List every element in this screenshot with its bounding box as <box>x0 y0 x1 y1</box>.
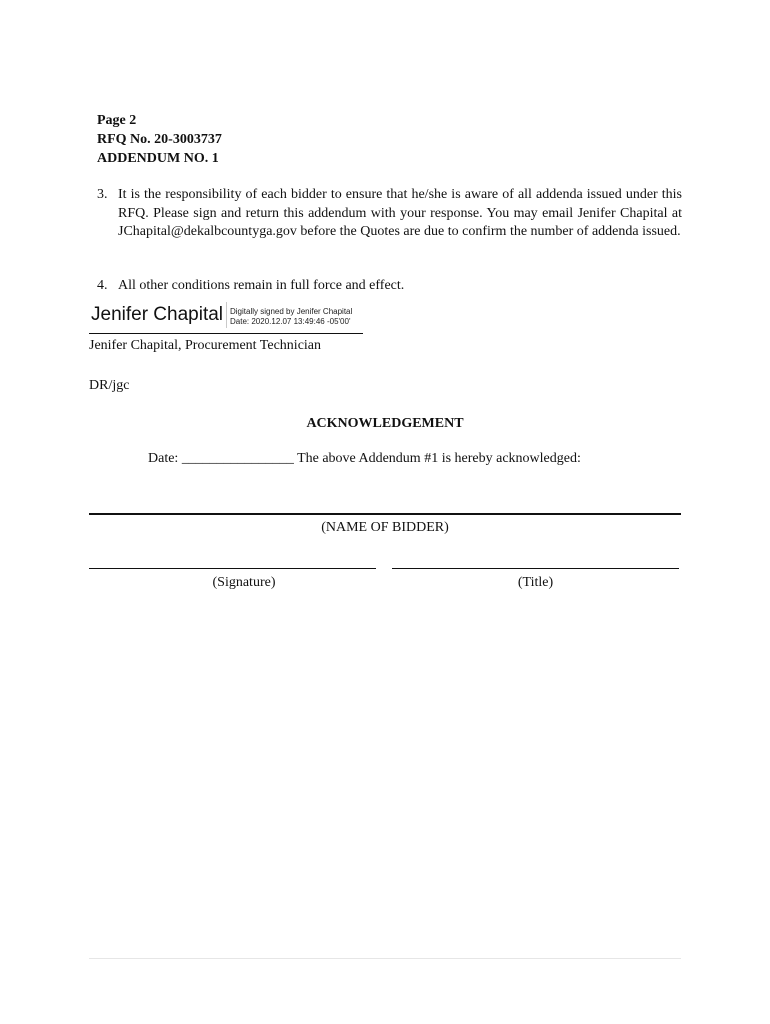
list-item-number: 4. <box>97 278 108 293</box>
list-item-text: It is the responsibility of each bidder to ensure that he/she is aware of all addenda issued under this RFQ. Please sign and return this addendum with your response. You may email Jenifer Chapital at JChapital@dekalbcountyga.gov before the Quotes are due to confirm the number of addenda issued. <box>118 187 682 239</box>
addendum-number: ADDENDUM NO. 1 <box>97 151 219 166</box>
digital-signature-signed-by: Digitally signed by Jenifer Chapital <box>230 307 353 316</box>
initials: DR/jgc <box>89 378 130 393</box>
digital-signature-date: Date: 2020.12.07 13:49:46 -05'00' <box>230 317 351 326</box>
title-label: (Title) <box>517 575 554 590</box>
list-item <box>97 277 682 296</box>
list-item-number: 3. <box>97 187 108 202</box>
signer-printed-name: Jenifer Chapital, Procurement Technician <box>89 338 322 353</box>
signature-label: (Signature) <box>212 575 276 590</box>
list-item <box>97 186 682 242</box>
digital-signature-details <box>230 307 352 327</box>
rfq-number: RFQ No. 20-3003737 <box>97 132 222 147</box>
signature-underline <box>89 333 363 334</box>
digital-signature-name: Jenifer Chapital <box>91 304 224 325</box>
acknowledgement-date-line: Date: ________________ The above Addendum #1 is hereby acknowledged: <box>148 451 581 466</box>
list-item-text: All other conditions remain in full force and effect. <box>118 278 405 293</box>
page-number: Page 2 <box>97 113 137 128</box>
signature-divider <box>226 302 227 328</box>
bidder-name-label: (NAME OF BIDDER) <box>321 520 449 535</box>
signature-line <box>89 568 376 569</box>
acknowledgement-heading: ACKNOWLEDGEMENT <box>306 416 464 431</box>
bidder-name-line <box>89 513 681 515</box>
footer-divider <box>89 958 681 959</box>
title-line <box>392 568 679 569</box>
